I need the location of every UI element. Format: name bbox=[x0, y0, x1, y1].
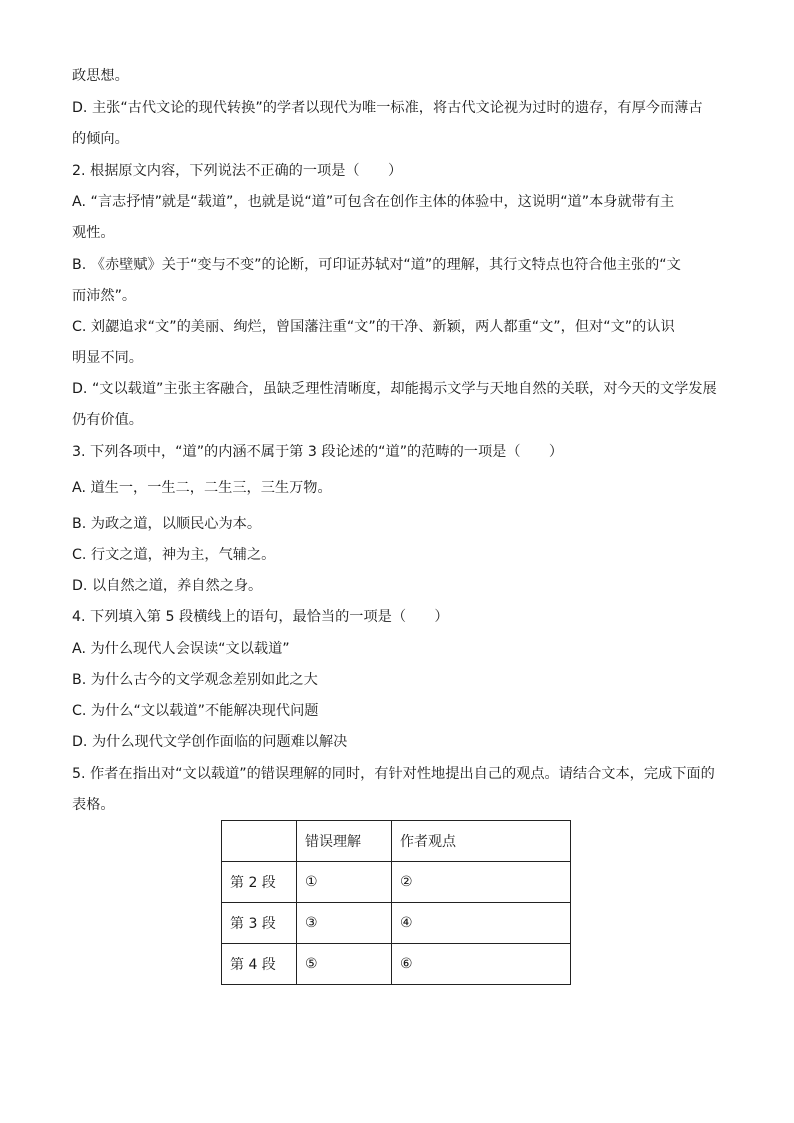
answer-table bbox=[221, 820, 571, 985]
option-d-q2: D. “文以载道”主张主客融合，虽缺乏理性清晰度，却能揭示文学与天地自然的关联，对今天的文学发展 bbox=[72, 381, 717, 397]
table-header-cell bbox=[222, 821, 297, 862]
table-row bbox=[222, 862, 571, 903]
text-line: 明显不同。 bbox=[72, 350, 143, 366]
option-c-q4: C. 为什么“文以载道”不能解决现代问题 bbox=[72, 703, 319, 719]
table-row bbox=[222, 903, 571, 944]
option-d-q1: D. 主张“古代文论的现代转换”的学者以现代为唯一标准，将古代文论视为过时的遗存，有厚今而薄古 bbox=[72, 100, 703, 116]
question-3: 3. 下列各项中，“道”的内涵不属于第 3 段论述的“道”的范畴的一项是（ ） bbox=[72, 444, 564, 460]
option-a-q3: A. 道生一，一生二，二生三，三生万物。 bbox=[72, 480, 332, 496]
row-label: 第 3 段 bbox=[222, 903, 297, 944]
option-a-q4: A. 为什么现代人会误读“文以载道” bbox=[72, 641, 290, 657]
text-line: 仍有价值。 bbox=[72, 412, 143, 428]
text-line: 而沛然”。 bbox=[72, 288, 137, 304]
question-4: 4. 下列填入第 5 段横线上的语句，最恰当的一项是（ ） bbox=[72, 609, 449, 625]
option-c-q2: C. 刘勰追求“文”的美丽、绚烂，曾国藩注重“文”的干净、新颖，两人都重“文”，但对“文”的认识 bbox=[72, 319, 675, 335]
option-b-q4: B. 为什么古今的文学观念差别如此之大 bbox=[72, 672, 318, 688]
option-b-q2: B. 《赤壁赋》关于“变与不变”的论断，可印证苏轼对“道”的理解，其行文特点也符合他主张的“文 bbox=[72, 257, 681, 273]
option-a-q2: A. “言志抒情”就是“载道”，也就是说“道”可包含在创作主体的体验中，这说明“道”本身就带有主 bbox=[72, 194, 675, 210]
text-line: 观性。 bbox=[72, 225, 115, 241]
answer-cell[interactable]: ④ bbox=[392, 903, 571, 944]
text-line: 政思想。 bbox=[72, 68, 129, 84]
row-label: 第 4 段 bbox=[222, 944, 297, 985]
row-label: 第 2 段 bbox=[222, 862, 297, 903]
table-header-cell: 作者观点 bbox=[392, 821, 571, 862]
answer-cell[interactable]: ① bbox=[297, 862, 392, 903]
table-header-row bbox=[222, 821, 571, 862]
option-b-q3: B. 为政之道，以顺民心为本。 bbox=[72, 516, 262, 532]
option-d-q4: D. 为什么现代文学创作面临的问题难以解决 bbox=[72, 734, 348, 750]
question-5: 5. 作者在指出对“文以载道”的错误理解的同时，有针对性地提出自己的观点。请结合文本，完成下面的 bbox=[72, 766, 715, 782]
answer-cell[interactable]: ⑥ bbox=[392, 944, 571, 985]
table-header-cell: 错误理解 bbox=[297, 821, 392, 862]
option-c-q3: C. 行文之道，神为主，气辅之。 bbox=[72, 547, 276, 563]
answer-cell[interactable]: ⑤ bbox=[297, 944, 392, 985]
text-line: 表格。 bbox=[72, 797, 115, 813]
answer-cell[interactable]: ③ bbox=[297, 903, 392, 944]
text-line: 的倾向。 bbox=[72, 131, 129, 147]
answer-cell[interactable]: ② bbox=[392, 862, 571, 903]
option-d-q3: D. 以自然之道，养自然之身。 bbox=[72, 578, 263, 594]
question-2: 2. 根据原文内容，下列说法不正确的一项是（ ） bbox=[72, 163, 403, 179]
table-row bbox=[222, 944, 571, 985]
